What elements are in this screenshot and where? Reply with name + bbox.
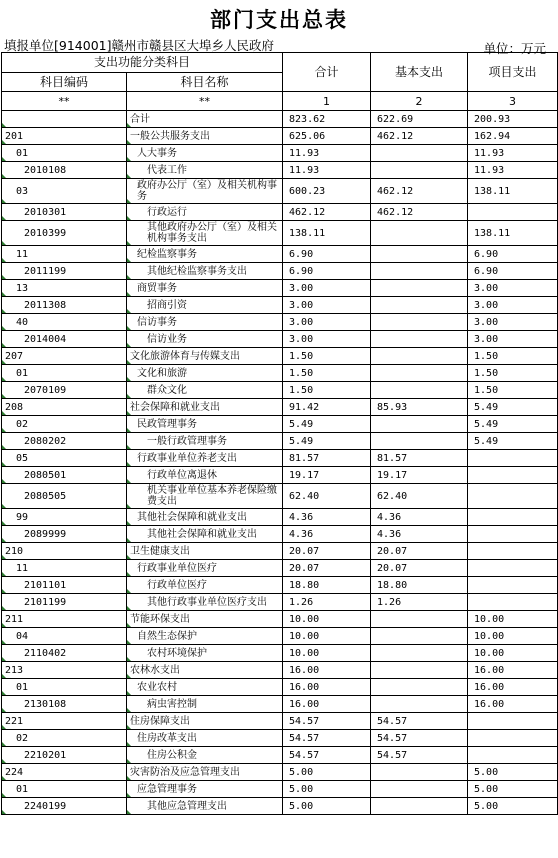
header-project-expenditure: 项目支出 (468, 53, 558, 92)
subject-code-cell: 2010399 (2, 221, 127, 246)
table-row (2, 484, 558, 509)
project-expenditure-cell: 3.00 (468, 331, 558, 348)
basic-expenditure-cell (371, 696, 468, 713)
table-row (2, 467, 558, 484)
table-row (2, 280, 558, 297)
basic-expenditure-cell: 20.07 (371, 560, 468, 577)
subject-code-cell: 2011199 (2, 263, 127, 280)
basic-expenditure-cell: 462.12 (371, 204, 468, 221)
table-row (2, 747, 558, 764)
basic-expenditure-cell (371, 628, 468, 645)
table-row (2, 611, 558, 628)
subject-code-cell: 2240199 (2, 798, 127, 815)
subject-name-cell: 文化旅游体育与传媒支出 (127, 348, 283, 365)
table-row (2, 713, 558, 730)
total-cell: 5.00 (283, 781, 371, 798)
subject-name-cell: 行政事业单位养老支出 (127, 450, 283, 467)
reporting-unit: 填报单位[914001]赣州市赣县区大埠乡人民政府 (4, 38, 274, 53)
header-function-category: 支出功能分类科目 (2, 53, 283, 73)
table-row (2, 162, 558, 179)
total-cell: 4.36 (283, 526, 371, 543)
table-row (2, 509, 558, 526)
subject-code-cell: 2101101 (2, 577, 127, 594)
subject-code-cell: 2010301 (2, 204, 127, 221)
project-expenditure-cell (468, 204, 558, 221)
total-cell: 6.90 (283, 263, 371, 280)
project-expenditure-cell: 5.49 (468, 433, 558, 450)
subject-code-cell: 11 (2, 246, 127, 263)
header-subject-code: 科目编码 (2, 73, 127, 92)
table-row (2, 543, 558, 560)
total-cell: 16.00 (283, 696, 371, 713)
table-row (2, 560, 558, 577)
table-row (2, 331, 558, 348)
project-expenditure-cell: 10.00 (468, 611, 558, 628)
basic-expenditure-cell: 4.36 (371, 509, 468, 526)
subject-name-cell: 农业农村 (127, 679, 283, 696)
subject-name-cell: 其他应急管理支出 (127, 798, 283, 815)
total-cell: 3.00 (283, 331, 371, 348)
total-cell: 81.57 (283, 450, 371, 467)
project-expenditure-cell: 16.00 (468, 679, 558, 696)
subject-code-cell: 11 (2, 560, 127, 577)
project-expenditure-cell: 3.00 (468, 314, 558, 331)
project-expenditure-cell (468, 467, 558, 484)
total-cell: 1.50 (283, 348, 371, 365)
index-cell: 2 (371, 92, 468, 111)
project-expenditure-cell (468, 730, 558, 747)
basic-expenditure-cell (371, 331, 468, 348)
table-row (2, 416, 558, 433)
basic-expenditure-cell (371, 679, 468, 696)
subject-name-cell: 机关事业单位基本养老保险缴费支出 (127, 484, 283, 509)
total-cell: 54.57 (283, 747, 371, 764)
subject-name-cell: 政府办公厅（室）及相关机构事务 (127, 179, 283, 204)
basic-expenditure-cell: 54.57 (371, 730, 468, 747)
subject-code-cell: 2130108 (2, 696, 127, 713)
basic-expenditure-cell (371, 145, 468, 162)
subject-name-cell: 其他政府办公厅（室）及相关机构事务支出 (127, 221, 283, 246)
project-expenditure-cell: 6.90 (468, 263, 558, 280)
total-cell: 11.93 (283, 162, 371, 179)
basic-expenditure-cell (371, 263, 468, 280)
subject-name-cell: 纪检监察事务 (127, 246, 283, 263)
index-cell: 3 (468, 92, 558, 111)
subject-code-cell: 2070109 (2, 382, 127, 399)
subject-name-cell: 灾害防治及应急管理支出 (127, 764, 283, 781)
subject-code-cell: 2010108 (2, 162, 127, 179)
project-expenditure-cell: 162.94 (468, 128, 558, 145)
subject-name-cell: 卫生健康支出 (127, 543, 283, 560)
total-cell: 823.62 (283, 111, 371, 128)
subject-code-cell: 2011308 (2, 297, 127, 314)
page-title: 部门支出总表 (210, 7, 348, 32)
total-cell: 18.80 (283, 577, 371, 594)
basic-expenditure-cell (371, 365, 468, 382)
table-row (2, 128, 558, 145)
subject-code-cell (2, 111, 127, 128)
project-expenditure-cell: 11.93 (468, 162, 558, 179)
total-cell: 1.26 (283, 594, 371, 611)
table-row (2, 365, 558, 382)
table-row (2, 730, 558, 747)
header-total: 合计 (283, 53, 371, 92)
basic-expenditure-cell: 622.69 (371, 111, 468, 128)
subject-code-cell: 99 (2, 509, 127, 526)
basic-expenditure-cell (371, 764, 468, 781)
project-expenditure-cell: 3.00 (468, 280, 558, 297)
project-expenditure-cell: 1.50 (468, 348, 558, 365)
project-expenditure-cell: 138.11 (468, 179, 558, 204)
project-expenditure-cell (468, 713, 558, 730)
subject-name-cell: 群众文化 (127, 382, 283, 399)
project-expenditure-cell (468, 747, 558, 764)
subject-name-cell: 行政事业单位医疗 (127, 560, 283, 577)
project-expenditure-cell: 5.49 (468, 416, 558, 433)
project-expenditure-cell: 1.50 (468, 382, 558, 399)
subject-name-cell: 一般公共服务支出 (127, 128, 283, 145)
project-expenditure-cell (468, 560, 558, 577)
total-cell: 91.42 (283, 399, 371, 416)
subject-name-cell: 其他社会保障和就业支出 (127, 526, 283, 543)
subject-name-cell: 信访业务 (127, 331, 283, 348)
total-cell: 10.00 (283, 645, 371, 662)
basic-expenditure-cell (371, 246, 468, 263)
total-cell: 5.49 (283, 416, 371, 433)
subject-name-cell: 信访事务 (127, 314, 283, 331)
project-expenditure-cell: 6.90 (468, 246, 558, 263)
subject-code-cell: 207 (2, 348, 127, 365)
subject-name-cell: 其他行政事业单位医疗支出 (127, 594, 283, 611)
subject-code-cell: 2101199 (2, 594, 127, 611)
total-cell: 10.00 (283, 628, 371, 645)
subject-name-cell: 社会保障和就业支出 (127, 399, 283, 416)
subject-code-cell: 224 (2, 764, 127, 781)
table-row (2, 204, 558, 221)
subject-name-cell: 住房公积金 (127, 747, 283, 764)
currency-unit: 单位：万元 (483, 41, 546, 56)
basic-expenditure-cell: 462.12 (371, 179, 468, 204)
total-cell: 5.00 (283, 798, 371, 815)
subject-name-cell: 其他纪检监察事务支出 (127, 263, 283, 280)
total-cell: 5.49 (283, 433, 371, 450)
total-cell: 3.00 (283, 280, 371, 297)
total-cell: 54.57 (283, 730, 371, 747)
total-cell: 6.90 (283, 246, 371, 263)
subject-name-cell: 节能环保支出 (127, 611, 283, 628)
total-cell: 11.93 (283, 145, 371, 162)
total-cell: 16.00 (283, 662, 371, 679)
basic-expenditure-cell (371, 280, 468, 297)
subject-code-cell: 210 (2, 543, 127, 560)
project-expenditure-cell (468, 484, 558, 509)
project-expenditure-cell: 10.00 (468, 628, 558, 645)
subject-code-cell: 221 (2, 713, 127, 730)
project-expenditure-cell: 200.93 (468, 111, 558, 128)
subject-code-cell: 04 (2, 628, 127, 645)
subject-name-cell: 代表工作 (127, 162, 283, 179)
header-basic-expenditure: 基本支出 (371, 53, 468, 92)
table-row (2, 679, 558, 696)
subject-code-cell: 02 (2, 730, 127, 747)
table-row (2, 764, 558, 781)
subject-code-cell: 01 (2, 365, 127, 382)
table-row (2, 628, 558, 645)
table-row (2, 179, 558, 204)
basic-expenditure-cell: 1.26 (371, 594, 468, 611)
basic-expenditure-cell (371, 221, 468, 246)
subject-name-cell: 民政管理事务 (127, 416, 283, 433)
basic-expenditure-cell (371, 314, 468, 331)
subject-code-cell: 2080202 (2, 433, 127, 450)
total-cell: 20.07 (283, 543, 371, 560)
subject-name-cell: 病虫害控制 (127, 696, 283, 713)
basic-expenditure-cell (371, 382, 468, 399)
subject-name-cell: 其他社会保障和就业支出 (127, 509, 283, 526)
subject-code-cell: 05 (2, 450, 127, 467)
table-row (2, 221, 558, 246)
table-row (2, 781, 558, 798)
project-expenditure-cell (468, 543, 558, 560)
project-expenditure-cell: 10.00 (468, 645, 558, 662)
subject-code-cell: 2089999 (2, 526, 127, 543)
subject-name-cell: 农村环境保护 (127, 645, 283, 662)
index-cell: ** (2, 92, 127, 111)
table-row (2, 577, 558, 594)
subject-name-cell: 自然生态保护 (127, 628, 283, 645)
table-row (2, 526, 558, 543)
project-expenditure-cell (468, 509, 558, 526)
basic-expenditure-cell: 54.57 (371, 713, 468, 730)
project-expenditure-cell: 5.00 (468, 764, 558, 781)
subject-name-cell: 合计 (127, 111, 283, 128)
subject-code-cell: 213 (2, 662, 127, 679)
subject-code-cell: 2110402 (2, 645, 127, 662)
project-expenditure-cell: 5.00 (468, 781, 558, 798)
project-expenditure-cell: 5.49 (468, 399, 558, 416)
project-expenditure-cell (468, 594, 558, 611)
table-row (2, 433, 558, 450)
basic-expenditure-cell (371, 162, 468, 179)
total-cell: 16.00 (283, 679, 371, 696)
subject-code-cell: 01 (2, 145, 127, 162)
basic-expenditure-cell: 19.17 (371, 467, 468, 484)
table-row (2, 696, 558, 713)
table-row (2, 645, 558, 662)
table-row (2, 594, 558, 611)
table-row (2, 798, 558, 815)
subject-name-cell: 应急管理事务 (127, 781, 283, 798)
total-cell: 3.00 (283, 314, 371, 331)
table-row (2, 399, 558, 416)
total-cell: 10.00 (283, 611, 371, 628)
total-cell: 600.23 (283, 179, 371, 204)
subject-code-cell: 40 (2, 314, 127, 331)
basic-expenditure-cell (371, 662, 468, 679)
subject-name-cell: 商贸事务 (127, 280, 283, 297)
subject-name-cell: 住房改革支出 (127, 730, 283, 747)
project-expenditure-cell (468, 577, 558, 594)
table-row (2, 297, 558, 314)
subject-name-cell: 行政运行 (127, 204, 283, 221)
basic-expenditure-cell: 462.12 (371, 128, 468, 145)
basic-expenditure-cell: 4.36 (371, 526, 468, 543)
total-cell: 62.40 (283, 484, 371, 509)
project-expenditure-cell: 16.00 (468, 696, 558, 713)
subject-code-cell: 02 (2, 416, 127, 433)
total-cell: 462.12 (283, 204, 371, 221)
basic-expenditure-cell: 62.40 (371, 484, 468, 509)
table-row (2, 314, 558, 331)
header-subject-name: 科目名称 (127, 73, 283, 92)
total-cell: 1.50 (283, 365, 371, 382)
project-expenditure-cell: 138.11 (468, 221, 558, 246)
table-row (2, 662, 558, 679)
basic-expenditure-cell: 81.57 (371, 450, 468, 467)
subject-code-cell: 2014004 (2, 331, 127, 348)
subject-name-cell: 农林水支出 (127, 662, 283, 679)
table-row (2, 145, 558, 162)
subject-name-cell: 行政单位医疗 (127, 577, 283, 594)
basic-expenditure-cell (371, 611, 468, 628)
subject-name-cell: 文化和旅游 (127, 365, 283, 382)
basic-expenditure-cell: 18.80 (371, 577, 468, 594)
subject-name-cell: 住房保障支出 (127, 713, 283, 730)
total-cell: 54.57 (283, 713, 371, 730)
subject-name-cell: 招商引资 (127, 297, 283, 314)
project-expenditure-cell: 1.50 (468, 365, 558, 382)
table-row (2, 382, 558, 399)
project-expenditure-cell (468, 450, 558, 467)
table-row (2, 263, 558, 280)
basic-expenditure-cell (371, 645, 468, 662)
basic-expenditure-cell: 54.57 (371, 747, 468, 764)
expenditure-table (1, 52, 558, 815)
subject-code-cell: 2080501 (2, 467, 127, 484)
subject-name-cell: 人大事务 (127, 145, 283, 162)
subject-code-cell: 2210201 (2, 747, 127, 764)
subject-code-cell: 03 (2, 179, 127, 204)
basic-expenditure-cell (371, 416, 468, 433)
table-row (2, 246, 558, 263)
index-cell: ** (127, 92, 283, 111)
subject-code-cell: 211 (2, 611, 127, 628)
subject-name-cell: 一般行政管理事务 (127, 433, 283, 450)
total-cell: 4.36 (283, 509, 371, 526)
project-expenditure-cell: 3.00 (468, 297, 558, 314)
subject-code-cell: 01 (2, 679, 127, 696)
basic-expenditure-cell (371, 297, 468, 314)
total-cell: 5.00 (283, 764, 371, 781)
basic-expenditure-cell (371, 348, 468, 365)
total-cell: 1.50 (283, 382, 371, 399)
basic-expenditure-cell (371, 798, 468, 815)
table-row (2, 111, 558, 128)
subject-code-cell: 2080505 (2, 484, 127, 509)
subject-code-cell: 13 (2, 280, 127, 297)
total-cell: 3.00 (283, 297, 371, 314)
subject-name-cell: 行政单位离退休 (127, 467, 283, 484)
project-expenditure-cell: 16.00 (468, 662, 558, 679)
total-cell: 20.07 (283, 560, 371, 577)
basic-expenditure-cell: 85.93 (371, 399, 468, 416)
project-expenditure-cell (468, 526, 558, 543)
subject-code-cell: 208 (2, 399, 127, 416)
basic-expenditure-cell (371, 433, 468, 450)
table-row (2, 348, 558, 365)
basic-expenditure-cell: 20.07 (371, 543, 468, 560)
index-cell: 1 (283, 92, 371, 111)
total-cell: 625.06 (283, 128, 371, 145)
basic-expenditure-cell (371, 781, 468, 798)
subject-code-cell: 201 (2, 128, 127, 145)
total-cell: 138.11 (283, 221, 371, 246)
project-expenditure-cell: 5.00 (468, 798, 558, 815)
subject-code-cell: 01 (2, 781, 127, 798)
table-row (2, 450, 558, 467)
total-cell: 19.17 (283, 467, 371, 484)
project-expenditure-cell: 11.93 (468, 145, 558, 162)
